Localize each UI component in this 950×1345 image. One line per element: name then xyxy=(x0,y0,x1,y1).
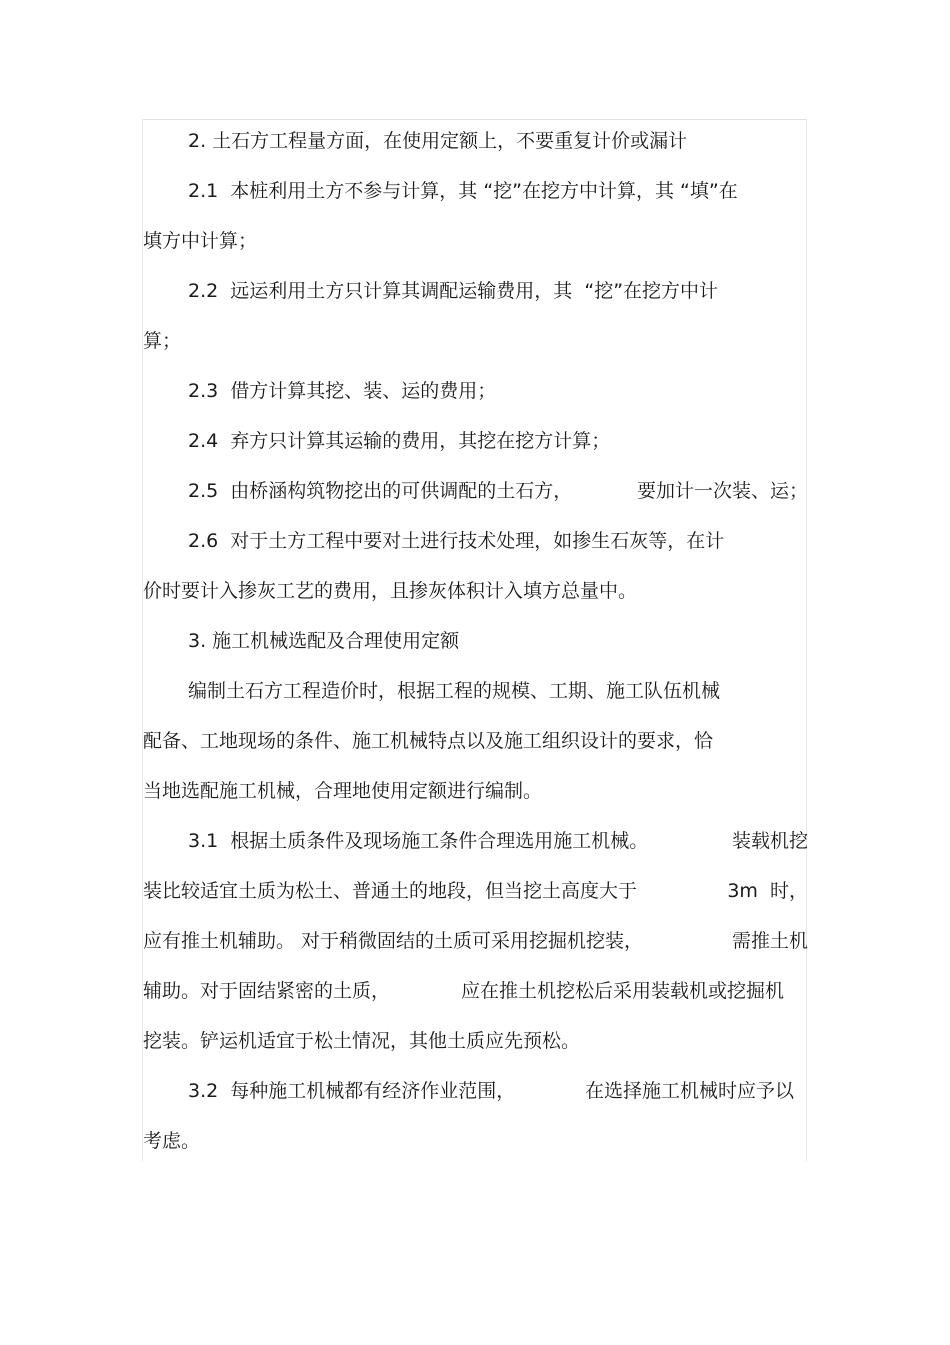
paragraph-3-1-line-1-seg-1: 3.1 根据土质条件及现场施工条件合理选用施工机械。 xyxy=(188,830,649,852)
paragraph-3-1-line-1-seg-2: 装载机挖 xyxy=(731,830,808,852)
paragraph-2-6-line-1: 2.6 对于土方工程中要对土进行技术处理，如掺生石灰等，在计 xyxy=(188,530,725,552)
paragraph-3-1-line-2 xyxy=(143,876,808,906)
paragraph-3-1-line-3 xyxy=(143,926,808,956)
paragraph-3-1-line-2-seg-1: 装比较适宜土质为松土、普通土的地段，但当挖土高度大于 xyxy=(143,880,638,902)
paragraph-3-1-line-4 xyxy=(143,976,808,1006)
paragraph-2-5-seg-2: 要加计一次装、运； xyxy=(636,480,808,502)
paragraph-2-5-seg-1: 2.5 由桥涵构筑物挖出的可供调配的土石方， xyxy=(188,480,573,502)
paragraph-3-1-line-4-seg-2: 应在推土机挖松后采用装载机或挖掘机 xyxy=(460,980,784,1002)
paragraph-3-1-line-3-seg-1: 应有推土机辅助。 对于稍微固结的土质可采用挖掘机挖装， xyxy=(143,930,644,952)
paragraph-2-2-line-2: 算； xyxy=(143,330,182,352)
document-page xyxy=(142,119,807,1161)
paragraph-3-1-line-5: 挖装。铲运机适宜于松土情况，其他土质应先预松。 xyxy=(143,1030,581,1052)
paragraph-3-1-line-3-seg-2: 需推土机 xyxy=(731,930,808,952)
paragraph-2-1-line-2: 填方中计算； xyxy=(143,230,258,252)
section-heading-3: 3. 施工机械选配及合理使用定额 xyxy=(188,630,460,652)
paragraph-2-6-line-2: 价时要计入掺灰工艺的费用，且掺灰体积计入填方总量中。 xyxy=(143,580,638,602)
paragraph-2-3: 2.3 借方计算其挖、装、运的费用； xyxy=(188,380,497,402)
section-heading-2: 2. 土石方工程量方面，在使用定额上，不要重复计价或漏计 xyxy=(188,130,688,152)
paragraph-2-1-line-1: 2.1 本桩利用土方不参与计算，其 “挖”在挖方中计算，其 “填”在 xyxy=(188,180,738,202)
paragraph-3-1-line-1 xyxy=(143,826,808,856)
paragraph-2-2-line-1: 2.2 远运利用土方只计算其调配运输费用，其 “挖”在挖方中计 xyxy=(188,280,719,302)
paragraph-2-4: 2.4 弃方只计算其运输的费用，其挖在挖方计算； xyxy=(188,430,611,452)
paragraph-3-line-2: 配备、工地现场的条件、施工机械特点以及施工组织设计的要求，恰 xyxy=(143,730,714,752)
paragraph-3-2-line-1-seg-2: 在选择施工机械时应予以 xyxy=(584,1080,794,1102)
paragraph-3-1-line-4-seg-1: 辅助。对于固结紧密的土质， xyxy=(143,980,391,1002)
paragraph-3-2-line-1-seg-1: 3.2 每种施工机械都有经济作业范围， xyxy=(188,1080,516,1102)
paragraph-3-line-1: 编制土石方工程造价时，根据工程的规模、工期、施工队伍机械 xyxy=(188,680,721,702)
paragraph-3-line-3: 当地选配施工机械，合理地使用定额进行编制。 xyxy=(143,780,543,802)
paragraph-3-2-line-2: 考虑。 xyxy=(143,1130,201,1152)
paragraph-3-2-line-1 xyxy=(143,1076,808,1106)
paragraph-2-5 xyxy=(143,476,808,506)
paragraph-3-1-line-2-seg-2: 3m 时， xyxy=(727,880,808,902)
